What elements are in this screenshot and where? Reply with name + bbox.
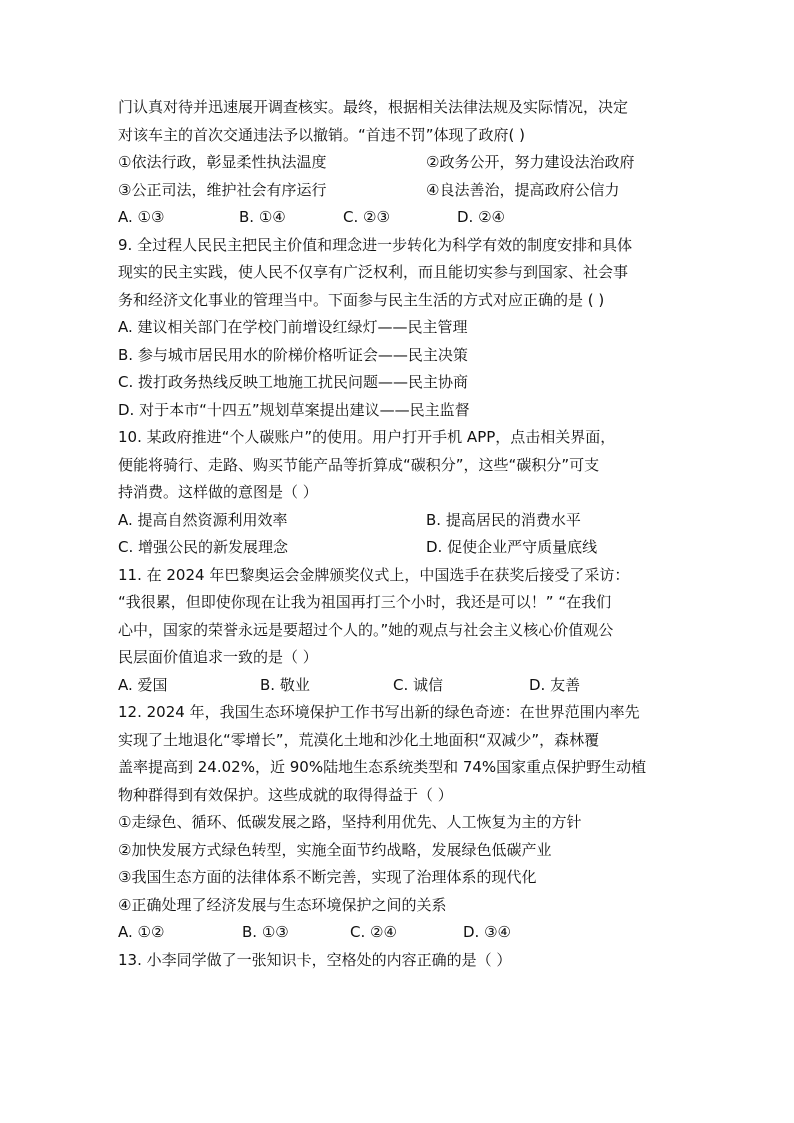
options-row	[118, 534, 690, 562]
question-stem-line: 务和经济文化事业的管理当中。下面参与民主生活的方式对应正确的是 ( )	[118, 290, 605, 309]
question-13	[118, 947, 690, 975]
question-stem-line: 物种群得到有效保护。这些成就的取得得益于（ ）	[118, 785, 453, 804]
question-stem-line: 民层面价值追求一致的是（ ）	[118, 648, 318, 666]
question-stem-line: 对该车主的首次交通违法予以撤销。“首违不罚”体现了政府( )	[118, 125, 526, 144]
question-stem-line: 持消费。这样做的意图是（ ）	[118, 483, 318, 501]
options-row	[118, 919, 690, 947]
option-a: A. 爱国	[118, 675, 168, 694]
statement-1: ①走绿色、循环、低碳发展之路，坚持利用优先、人工恢复为主的方针	[118, 813, 582, 831]
option-c: C. 拨打政务热线反映工地施工扰民问题——民主协商	[118, 373, 469, 391]
question-10	[118, 424, 690, 562]
option-c: C. ②④	[350, 923, 397, 941]
question-11	[118, 562, 690, 700]
statement-4: ④良法善治，提高政府公信力	[426, 180, 620, 199]
statement-3: ③我国生态方面的法律体系不断完善，实现了治理体系的现代化	[118, 868, 537, 886]
option-d: D. 对于本市“十四五”规划草案提出建议——民主监督	[118, 400, 470, 419]
question-stem-line: 门认真对待并迅速展开调查核实。最终，根据相关法律法规及实际情况，决定	[118, 98, 629, 116]
option-c: C. 增强公民的新发展理念	[118, 538, 289, 556]
option-a: A. ①②	[118, 923, 165, 941]
statement-row	[118, 177, 690, 205]
options-row	[118, 672, 690, 700]
option-c: C. ②③	[343, 208, 390, 226]
option-a: A. 提高自然资源利用效率	[118, 510, 288, 529]
option-a: A. 建议相关部门在学校门前增设红绿灯——民主管理	[118, 318, 468, 336]
question-8	[118, 94, 690, 232]
question-stem-line: 实现了土地退化“零增长”，荒漠化土地和沙化土地面积“双减少”，森林覆	[118, 730, 600, 749]
question-9	[118, 232, 690, 425]
question-stem-line: “我很累，但即使你现在让我为祖国再打三个小时，我还是可以！” “在我们	[118, 593, 612, 611]
option-b: B. ①③	[242, 923, 289, 941]
question-stem-line: 10. 某政府推进“个人碳账户”的使用。用户打开手机 APP，点击相关界面，	[118, 428, 616, 446]
option-a: A. ①③	[118, 208, 165, 226]
question-stem-line: 12. 2024 年，我国生态环境保护工作书写出新的绿色奇迹：在世界范围内率先	[118, 703, 640, 721]
question-stem-line: 13. 小李同学做了一张知识卡，空格处的内容正确的是（ ）	[118, 950, 512, 969]
question-stem-line: 现实的民主实践，使人民不仅享有广泛权利，而且能切实参与到国家、社会事	[118, 263, 629, 281]
question-stem-line: 盖率提高到 24.02%，近 90%陆地生态系统类型和 74%国家重点保护野生动植	[118, 758, 647, 776]
statement-3: ③公正司法，维护社会有序运行	[118, 180, 327, 199]
option-d: D. ②④	[457, 208, 505, 226]
question-stem-line: 11. 在 2024 年巴黎奥运会金牌颁奖仪式上，中国选手在获奖后接受了采访：	[118, 565, 630, 584]
option-c: C. 诚信	[393, 675, 444, 694]
question-stem-line: 心中，国家的荣誉永远是要超过个人的。”她的观点与社会主义核心价值观公	[118, 620, 614, 639]
statement-2: ②加快发展方式绿色转型，实施全面节约战略，发展绿色低碳产业	[118, 840, 552, 859]
statement-2: ②政务公开，努力建设法治政府	[426, 153, 635, 171]
option-d: D. 友善	[529, 675, 581, 694]
option-b: B. ①④	[239, 208, 286, 226]
options-row	[118, 204, 690, 232]
option-d: D. ③④	[463, 923, 511, 941]
option-d: D. 促使企业严守质量底线	[426, 538, 598, 556]
exam-content	[118, 94, 690, 974]
question-12	[118, 699, 690, 947]
statement-1: ①依法行政，彰显柔性执法温度	[118, 153, 327, 171]
statement-row	[118, 149, 690, 177]
statement-4: ④正确处理了经济发展与生态环境保护之间的关系	[118, 895, 447, 914]
option-b: B. 敬业	[260, 675, 310, 694]
option-b: B. 提高居民的消费水平	[426, 510, 581, 529]
options-row	[118, 507, 690, 535]
question-stem-line: 便能将骑行、走路、购买节能产品等折算成“碳积分”，这些“碳积分”可支	[118, 455, 600, 474]
question-stem-line: 9. 全过程人民民主把民主价值和理念进一步转化为科学有效的制度安排和具体	[118, 235, 633, 254]
option-b: B. 参与城市居民用水的阶梯价格听证会——民主决策	[118, 345, 468, 364]
